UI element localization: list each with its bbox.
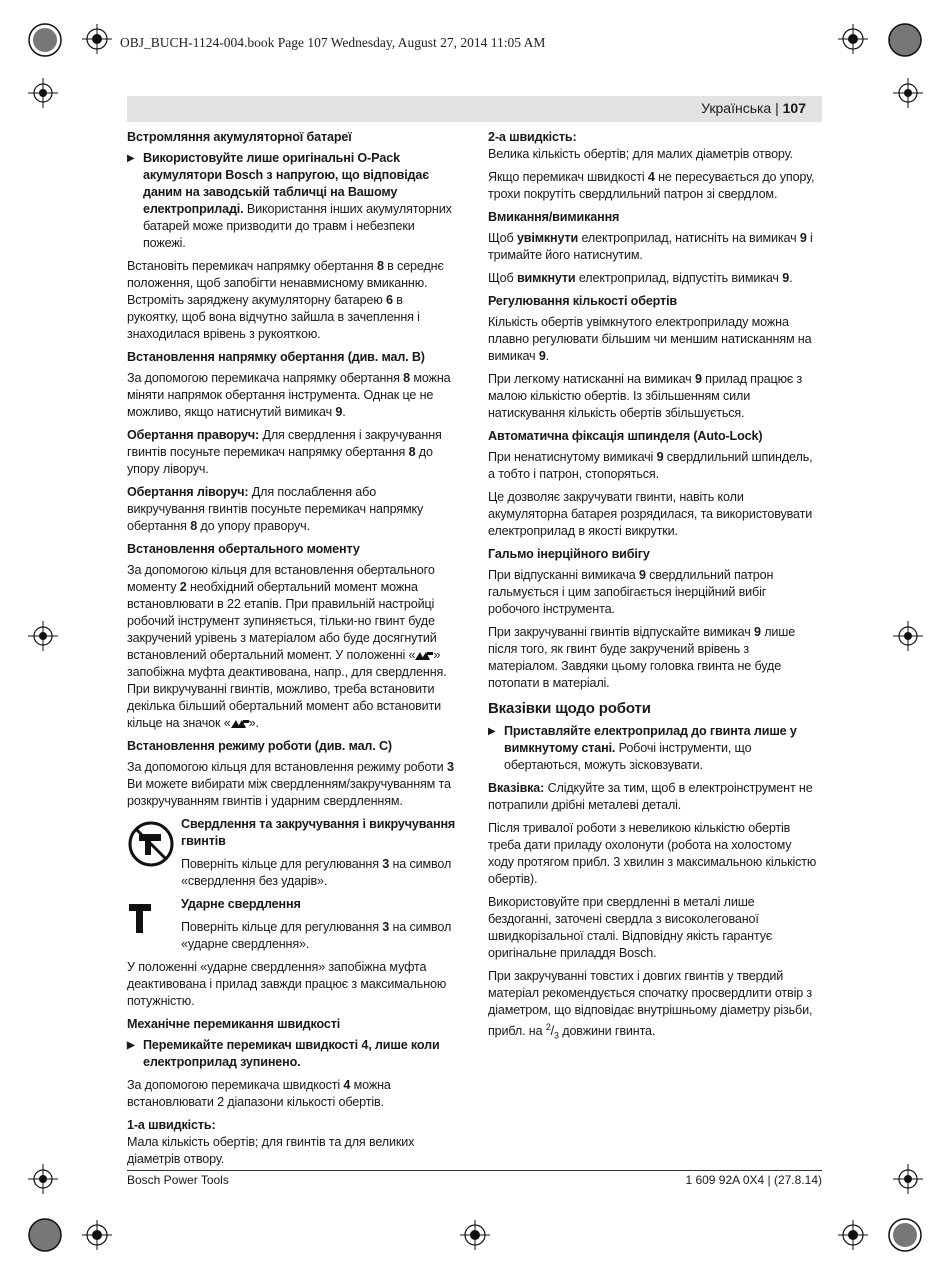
- gray-dot-icon: [27, 1217, 63, 1253]
- warning-bullet: ▶ Приставляйте електроприлад до гвинта лише у вимкнутому стані. Робочі інструменти, що обертаються, можуть зісковзувати.: [488, 723, 818, 774]
- heading-mode: Встановлення режиму роботи (див. мал. C): [127, 739, 392, 753]
- warning-bullet: ▶ Перемикайте перемикач швидкості 4, лише коли електроприлад зупинено.: [127, 1037, 457, 1071]
- paragraph: Щоб вимкнути електроприлад, відпустіть вимикач 9.: [488, 271, 793, 285]
- heading-direction: Встановлення напрямку обертання (див. мал. B): [127, 350, 425, 364]
- crosshair-icon: [893, 621, 923, 651]
- paragraph: За допомогою кільця для встановлення обертального моменту 2 необхідний обертальний момент можна встановлювати в 22 етапів. При правильній настройці робочий інструмент зупиняється, тільки-но гвинт буде закручений урівень з матеріалом або буде досягнутий встановлений обертальний момент. У положенні « » запобіжна муфта деактивована, напр., для свердлення. При викручуванні гвинтів, можливо, треба встановити декілька більший обертальний момент або встановити кільце на значок « ».: [127, 563, 447, 730]
- footer-brand: Bosch Power Tools: [127, 1173, 229, 1187]
- heading-onoff: Вмикання/вимикання: [488, 210, 620, 224]
- mode-drilling: [127, 816, 457, 890]
- heading-gear: Механічне перемикання швидкості: [127, 1017, 341, 1031]
- drill-symbol-icon: [415, 651, 433, 661]
- paragraph: При відпусканні вимикача 9 свердлильний патрон гальмується і цим запобігається інерційний вибіг робочого інструмента.: [488, 568, 774, 616]
- crosshair-icon: [82, 1220, 112, 1250]
- crosshair-icon: [28, 1164, 58, 1194]
- heading-torque: Встановлення обертального моменту: [127, 542, 360, 556]
- drill-symbol-icon: [231, 719, 249, 729]
- footer-doc-id: 1 609 92A 0X4 | (27.8.14): [685, 1173, 822, 1187]
- paragraph: Щоб увімкнути електроприлад, натисніть на вимикач 9 і тримайте його натиснутим.: [488, 231, 813, 262]
- heading-autolock: Автоматична фіксація шпинделя (Auto-Lock): [488, 429, 763, 443]
- crosshair-icon: [838, 1220, 868, 1250]
- mode-text: Поверніть кільце для регулювання 3 на символ «ударне свердлення».: [181, 920, 452, 951]
- mode-text: Поверніть кільце для регулювання 3 на символ «свердлення без ударів».: [181, 857, 452, 888]
- page-number: 107: [782, 100, 806, 116]
- impact-drill-icon: [127, 900, 175, 948]
- page-header: [127, 96, 822, 122]
- crosshair-icon: [28, 621, 58, 651]
- crosshair-icon: [82, 24, 112, 54]
- header-language-page: Українська | 107: [701, 100, 806, 116]
- footer-rule: [127, 1170, 822, 1171]
- heading-speed-control: Регулювання кількості обертів: [488, 294, 678, 308]
- paragraph: Велика кількість обертів; для малих діаметрів отвору.: [488, 147, 793, 161]
- paragraph: При легкому натисканні на вимикач 9 прилад працює з малою кількістю обертів. Із збільшенням сили натискування кількість обертів збільшується.: [488, 372, 803, 420]
- paragraph: Використовуйте при свердленні в металі лише бездоганні, заточені свердла з високолегованої швидкорізальної сталі. Відповідну якість гарантує оригінальне приладдя Bosch.: [488, 895, 773, 960]
- crosshair-icon: [893, 1164, 923, 1194]
- speed2-label: 2-а швидкість:: [488, 130, 577, 144]
- heading-battery: Встромляння акумуляторної батареї: [127, 130, 352, 144]
- paragraph: Обертання праворуч: Для свердлення і закручування гвинтів посуньте перемикач напрямку обертання 8 до упору ліворуч.: [127, 428, 442, 476]
- heading-tips: Вказівки щодо роботи: [488, 700, 651, 717]
- paragraph: При ненатиснутому вимикачі 9 свердлильний шпиндель, а тобто і патрон, стопоряться.: [488, 450, 813, 481]
- right-column: [488, 129, 818, 1051]
- mode-title: Свердлення та закручування і викручування гвинтів: [181, 817, 456, 848]
- mode-title: Ударне свердлення: [181, 897, 301, 911]
- paragraph: Якщо перемикач швидкості 4 не пересувається до упору, трохи покрутіть свердлильний патрон зі свердлом.: [488, 170, 815, 201]
- mode-impact-drilling: [127, 896, 457, 953]
- paragraph: Кількість обертів увімкнутого електроприладу можна плавно регулювати більшим чи меншим натисканням на вимикач 9.: [488, 315, 812, 363]
- gray-dot-icon: [887, 22, 923, 58]
- paragraph: Обертання ліворуч: Для послаблення або викручування гвинтів посуньте перемикач напрямку обертання 8 до упору праворуч.: [127, 485, 424, 533]
- left-column: [127, 129, 457, 1174]
- header-language: Українська: [701, 100, 772, 116]
- paragraph: За допомогою кільця для встановлення режиму роботи 3 Ви можете вибирати між свердленням/закручуванням та розкручуванням гвинтів і ударним свердленням.: [127, 760, 454, 808]
- warning-bullet: ▶ Використовуйте лише оригінальні O-Pack акумулятори Bosch з напругою, що відповідає даним на заводській табличці на Вашому електроприладі. Використання інших акумуляторних батарей може призводити до травм і небезпеки пожежі.: [127, 150, 457, 252]
- paragraph: Мала кількість обертів; для гвинтів та для великих діаметрів отвору.: [127, 1135, 415, 1166]
- paragraph: У положенні «ударне свердлення» запобіжна муфта деактивована і прилад завжди працює з максимальною потужністю.: [127, 960, 447, 1008]
- paragraph: При закручуванні гвинтів відпускайте вимикач 9 лише після того, як гвинт буде закручений врівень з матеріалом. Завдяки цьому головка гвинта не буде потопати в матеріалі.: [488, 625, 796, 690]
- paragraph: Встановіть перемикач напрямку обертання 8 в середнє положення, щоб запобігти ненавмисному вмиканню. Встроміть заряджену акумуляторну батарею 6 в рукоятку, щоб вона відчутно зайшла в зачеплення і знаходилася врівень з рукояткою.: [127, 259, 444, 341]
- speed1-label: 1-а швидкість:: [127, 1118, 216, 1132]
- starburst-icon: [27, 22, 63, 58]
- paragraph: За допомогою перемикача швидкості 4 можна встановлювати 2 діапазони кількості обертів.: [127, 1078, 391, 1109]
- crosshair-icon: [893, 78, 923, 108]
- print-slug: OBJ_BUCH-1124-004.book Page 107 Wednesday, August 27, 2014 11:05 AM: [120, 35, 546, 50]
- paragraph: При закручуванні товстих і довгих гвинтів у твердий матеріал рекомендується спочатку просвердлити отвір з діаметром, що відповідає внутрішньому діаметру різьби, прибл. на $^2/_3$ довжини гвинта.: [488, 969, 813, 1041]
- crosshair-icon: [28, 78, 58, 108]
- paragraph: Це дозволяє закручувати гвинти, навіть коли акумуляторна батарея розрядилася, та використовувати електроприлад в якості викрутки.: [488, 490, 813, 538]
- starburst-icon: [887, 1217, 923, 1253]
- crosshair-icon: [460, 1220, 490, 1250]
- paragraph: Вказівка: Слідкуйте за тим, щоб в електроінструмент не потрапили дрібні металеві деталі.: [488, 781, 813, 812]
- paragraph: За допомогою перемикача напрямку обертання 8 можна міняти напрямок обертання інструмента. Однак це не можливо, якщо натиснутий вимикач 9.: [127, 371, 451, 419]
- no-impact-drill-icon: [127, 820, 175, 868]
- paragraph: Після тривалої роботи з невеликою кількістю обертів треба дати приладу охолонути (робота на холостому ходу протягом прибл. 3 хвилин з максимальною кількістю обертів).: [488, 821, 817, 886]
- crosshair-icon: [838, 24, 868, 54]
- heading-brake: Гальмо інерційного вибігу: [488, 547, 650, 561]
